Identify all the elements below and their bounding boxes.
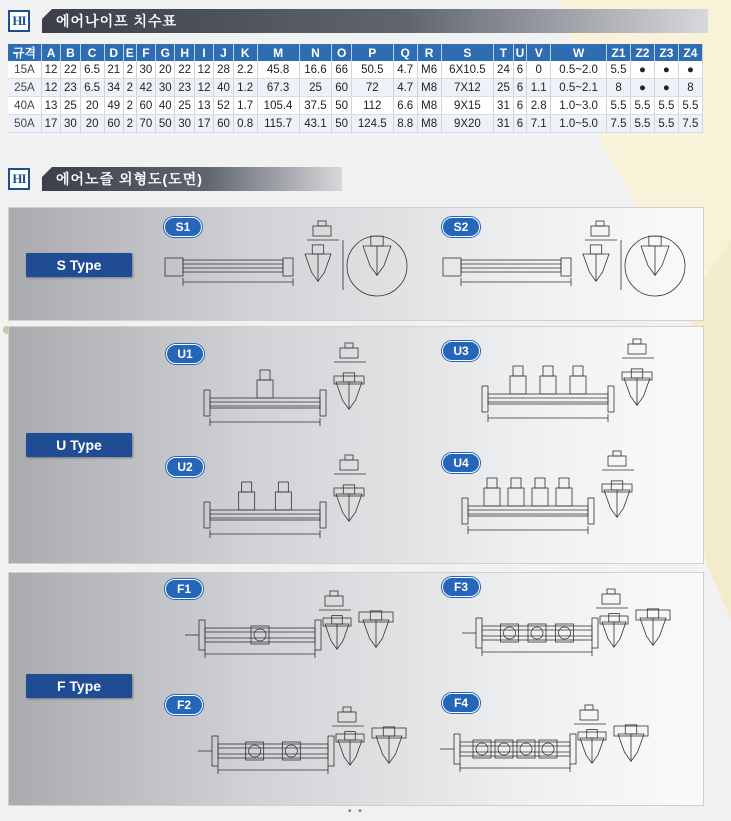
column-header: O — [332, 44, 351, 61]
table-cell: 13 — [194, 97, 213, 115]
detail-box — [330, 591, 338, 596]
end-cap — [608, 386, 614, 412]
spec-table-body — [8, 61, 703, 133]
table-cell: 6X10.5 — [441, 61, 494, 79]
table-cell: 72 — [351, 79, 393, 97]
nozzle-port — [631, 369, 642, 378]
table-cell: 40 — [214, 79, 233, 97]
table-cell: 34 — [104, 79, 123, 97]
nozzle-port — [649, 236, 661, 246]
column-header: B — [61, 44, 80, 61]
table-cell: 7.5 — [607, 115, 631, 133]
table-row — [8, 79, 703, 97]
flange-port — [476, 743, 488, 755]
section-title: 에어노즐 외형도(도면) — [56, 171, 203, 187]
nozzle-body — [210, 398, 320, 408]
table-cell: 28 — [214, 61, 233, 79]
table-cell: 6 — [513, 79, 527, 97]
table-cell: 50.5 — [351, 61, 393, 79]
section-title: 에어나이프 치수표 — [56, 13, 178, 29]
end-cap — [570, 734, 576, 764]
table-cell: 16.6 — [299, 61, 332, 79]
table-cell: 4.7 — [393, 61, 417, 79]
table-cell: 50 — [156, 115, 175, 133]
drawing-label-f4: F4 — [442, 693, 480, 713]
column-header: P — [351, 44, 393, 61]
table-cell: 6 — [513, 115, 527, 133]
detail-box — [343, 707, 351, 712]
nozzle-port — [312, 245, 323, 254]
table-cell: 112 — [351, 97, 393, 115]
detail-box — [613, 451, 621, 456]
drawing-label-u1: U1 — [166, 344, 204, 364]
table-cell: 12 — [194, 79, 213, 97]
detail-box — [585, 705, 593, 710]
drawing-label-f3: F3 — [442, 577, 480, 597]
detail-box — [608, 456, 626, 466]
column-header: C — [80, 44, 104, 61]
detail-box — [596, 221, 604, 226]
table-cell: 22 — [61, 61, 80, 79]
table-cell: 0.5~2.0 — [551, 61, 607, 79]
u-type-label: U Type — [26, 433, 132, 457]
table-cell: 2 — [123, 61, 136, 79]
flange-port — [498, 743, 510, 755]
table-cell: 8 — [678, 79, 702, 97]
table-cell: 1.0~3.0 — [551, 97, 607, 115]
column-header: E — [123, 44, 136, 61]
table-cell: 2.8 — [527, 97, 551, 115]
detail-box — [633, 339, 641, 344]
column-header: K — [233, 44, 257, 61]
inlet-port — [278, 482, 288, 492]
table-cell: 5.5 — [607, 61, 631, 79]
end-cap — [328, 736, 334, 766]
table-cell: 13 — [41, 97, 60, 115]
column-header: V — [527, 44, 551, 61]
end-cap — [476, 618, 482, 648]
detail-box — [628, 344, 646, 354]
drawing-label-s1: S1 — [164, 217, 202, 237]
drawing-u3 — [478, 336, 678, 436]
table-cell: 23 — [61, 79, 80, 97]
table-cell: 6 — [513, 97, 527, 115]
table-cell: 20 — [80, 97, 104, 115]
flange-port — [254, 629, 266, 641]
detail-box — [313, 226, 331, 236]
table-cell: 49 — [104, 97, 123, 115]
table-cell: 115.7 — [257, 115, 299, 133]
drawing-label-u3: U3 — [442, 341, 480, 361]
nozzle-port — [587, 730, 598, 738]
nozzle-body — [482, 626, 592, 640]
table-cell: 52 — [214, 97, 233, 115]
table-cell: M8 — [417, 79, 441, 97]
column-header: Z1 — [607, 44, 631, 61]
nozzle-port — [345, 732, 356, 740]
end-cap — [315, 620, 321, 650]
nozzle-port — [609, 614, 620, 622]
table-cell: 9X20 — [441, 115, 494, 133]
inlet-port — [535, 478, 545, 488]
table-cell: 67.3 — [257, 79, 299, 97]
column-header: Z4 — [678, 44, 702, 61]
table-cell: 5.5 — [607, 97, 631, 115]
end-cap — [454, 734, 460, 764]
table-cell: 4.7 — [393, 79, 417, 97]
table-cell: 60 — [214, 115, 233, 133]
drawing-f3 — [462, 588, 687, 678]
detail-box — [345, 455, 353, 460]
nozzle-port — [611, 481, 622, 490]
end-cap — [462, 498, 468, 524]
table-cell: M8 — [417, 115, 441, 133]
table-cell: 20 — [156, 61, 175, 79]
column-header: N — [299, 44, 332, 61]
nozzle-body — [218, 744, 328, 758]
table-cell: 6.5 — [80, 61, 104, 79]
nozzle-body — [460, 742, 570, 756]
drawing-s2 — [443, 220, 693, 315]
table-cell: 24 — [494, 61, 513, 79]
detail-box — [591, 226, 609, 236]
table-cell: ● — [654, 79, 678, 97]
spec-table — [8, 44, 703, 133]
drawing-s1 — [165, 220, 415, 315]
end-cap — [592, 618, 598, 648]
flange-port — [559, 627, 571, 639]
inlet — [443, 258, 461, 276]
table-cell: 5.5 — [678, 97, 702, 115]
table-cell: 9X15 — [441, 97, 494, 115]
detail-box — [340, 460, 358, 470]
table-cell: 45.8 — [257, 61, 299, 79]
spec-table-header — [8, 44, 703, 61]
nozzle-port — [590, 245, 601, 254]
drawing-label-f1: F1 — [165, 579, 203, 599]
nozzle-body — [210, 510, 320, 520]
row-size-cell: 50A — [8, 115, 41, 133]
table-cell: 1.0~5.0 — [551, 115, 607, 133]
table-cell: 25 — [299, 79, 332, 97]
inlet-port — [570, 376, 586, 394]
column-header: Z2 — [630, 44, 654, 61]
flange-port — [504, 627, 516, 639]
drawing-label-s2: S2 — [442, 217, 480, 237]
nozzle-body — [468, 506, 588, 516]
table-cell: 0.5~2.1 — [551, 79, 607, 97]
inlet-port — [508, 488, 524, 506]
nozzle-body — [488, 394, 608, 404]
table-cell: 12 — [41, 61, 60, 79]
table-cell: 1.7 — [233, 97, 257, 115]
table-cell: 2 — [123, 79, 136, 97]
flange-port — [285, 745, 297, 757]
detail-box — [607, 589, 615, 594]
table-row — [8, 97, 703, 115]
drawing-f4 — [440, 704, 685, 796]
table-cell: 66 — [332, 61, 351, 79]
table-cell: M8 — [417, 97, 441, 115]
column-header: Z3 — [654, 44, 678, 61]
table-cell: 12 — [41, 79, 60, 97]
table-cell: 6.5 — [80, 79, 104, 97]
nozzle-port — [343, 373, 354, 382]
inlet-port — [573, 366, 583, 376]
flange-port — [520, 743, 532, 755]
inlet — [165, 258, 183, 276]
detail-box — [345, 343, 353, 348]
end-cap — [212, 736, 218, 766]
table-cell: 60 — [332, 79, 351, 97]
drawing-f1 — [185, 590, 410, 680]
inlet-port — [484, 488, 500, 506]
inlet-port — [239, 492, 255, 510]
drawing-label-u4: U4 — [442, 453, 480, 473]
column-header: 규격 — [8, 44, 41, 61]
inlet-port — [513, 366, 523, 376]
nozzle-port — [332, 616, 343, 624]
flange-port — [531, 627, 543, 639]
end-cap — [588, 498, 594, 524]
drawing-label-f2: F2 — [165, 695, 203, 715]
table-cell: 1.2 — [233, 79, 257, 97]
table-cell: 2 — [123, 97, 136, 115]
end-cap — [204, 502, 210, 528]
detail-box — [338, 712, 356, 722]
flange-port — [249, 745, 261, 757]
end-cap — [320, 390, 326, 416]
inlet-port — [487, 478, 497, 488]
footer-marks: • • — [348, 806, 364, 817]
table-cell: 5.5 — [630, 115, 654, 133]
row-size-cell: 40A — [8, 97, 41, 115]
drawing-u4 — [458, 448, 678, 548]
column-header: R — [417, 44, 441, 61]
table-cell: 8.8 — [393, 115, 417, 133]
nozzle-body — [183, 260, 283, 272]
section-header-drawings — [8, 166, 708, 192]
table-cell: 7X12 — [441, 79, 494, 97]
table-cell: 25 — [61, 97, 80, 115]
detail-box — [325, 596, 343, 606]
detail-box — [602, 594, 620, 604]
table-cell: 20 — [80, 115, 104, 133]
column-header: S — [441, 44, 494, 61]
inlet-port — [510, 376, 526, 394]
row-size-cell: 25A — [8, 79, 41, 97]
table-cell: 2.2 — [233, 61, 257, 79]
column-header: H — [175, 44, 194, 61]
column-header: U — [513, 44, 527, 61]
column-header: I — [194, 44, 213, 61]
table-cell: 30 — [175, 115, 194, 133]
table-cell: 50 — [332, 97, 351, 115]
end-cap — [482, 386, 488, 412]
table-cell: 5.5 — [654, 97, 678, 115]
section-header-dimensions — [8, 8, 708, 34]
table-cell: 40 — [156, 97, 175, 115]
inlet-port — [556, 488, 572, 506]
table-cell: 17 — [41, 115, 60, 133]
table-cell: 22 — [175, 61, 194, 79]
table-cell: 0.8 — [233, 115, 257, 133]
nozzle-port — [371, 236, 383, 246]
table-cell: 5.5 — [630, 97, 654, 115]
nozzle-body — [461, 260, 561, 272]
column-header: Q — [393, 44, 417, 61]
inlet-port — [242, 482, 252, 492]
drawing-f2 — [198, 706, 410, 798]
drawing-u2 — [200, 452, 390, 552]
nozzle-port — [343, 485, 354, 494]
company-logo: HI — [8, 168, 30, 190]
inlet-port — [275, 492, 291, 510]
table-cell: 0 — [527, 61, 551, 79]
column-header: G — [156, 44, 175, 61]
table-cell: 31 — [494, 115, 513, 133]
company-logo: HI — [8, 10, 30, 32]
table-cell: 25 — [494, 79, 513, 97]
end-cap — [283, 258, 293, 276]
table-cell: 12 — [194, 61, 213, 79]
flange-port — [542, 743, 554, 755]
column-header: M — [257, 44, 299, 61]
table-cell: 124.5 — [351, 115, 393, 133]
table-cell: 7.5 — [678, 115, 702, 133]
inlet-port — [511, 478, 521, 488]
table-cell: 30 — [136, 61, 155, 79]
table-cell: 50 — [332, 115, 351, 133]
table-row — [8, 61, 703, 79]
column-header: A — [41, 44, 60, 61]
inlet-port — [257, 380, 273, 398]
table-cell: 17 — [194, 115, 213, 133]
column-header: W — [551, 44, 607, 61]
table-cell: 7.1 — [527, 115, 551, 133]
table-cell: 30 — [156, 79, 175, 97]
inlet-port — [559, 478, 569, 488]
table-cell: 21 — [104, 61, 123, 79]
drawing-label-u2: U2 — [166, 457, 204, 477]
table-cell: ● — [678, 61, 702, 79]
detail-box — [340, 348, 358, 358]
s-type-label: S Type — [26, 253, 132, 277]
table-cell: 60 — [136, 97, 155, 115]
table-cell: 1.1 — [527, 79, 551, 97]
end-cap — [199, 620, 205, 650]
table-cell: M6 — [417, 61, 441, 79]
f-type-label: F Type — [26, 674, 132, 698]
row-size-cell: 15A — [8, 61, 41, 79]
column-header: F — [136, 44, 155, 61]
table-cell: 6 — [513, 61, 527, 79]
inlet-port — [543, 366, 553, 376]
table-cell: 5.5 — [654, 115, 678, 133]
end-cap — [204, 390, 210, 416]
table-cell: 31 — [494, 97, 513, 115]
table-cell: 70 — [136, 115, 155, 133]
nozzle-body — [205, 628, 315, 642]
table-cell: 43.1 — [299, 115, 332, 133]
inlet-port — [260, 370, 270, 380]
table-cell: ● — [630, 79, 654, 97]
detail-box — [580, 710, 598, 720]
column-header: J — [214, 44, 233, 61]
table-cell: 8 — [607, 79, 631, 97]
table-cell: 25 — [175, 97, 194, 115]
table-cell: 105.4 — [257, 97, 299, 115]
table-cell: 6.6 — [393, 97, 417, 115]
table-cell: ● — [654, 61, 678, 79]
column-header: D — [104, 44, 123, 61]
end-cap — [320, 502, 326, 528]
end-cap — [561, 258, 571, 276]
table-cell: 30 — [61, 115, 80, 133]
table-cell: 42 — [136, 79, 155, 97]
table-cell: ● — [630, 61, 654, 79]
detail-box — [318, 221, 326, 226]
table-row — [8, 115, 703, 133]
inlet-port — [532, 488, 548, 506]
drawing-u1 — [200, 340, 390, 440]
column-header: T — [494, 44, 513, 61]
inlet-port — [540, 376, 556, 394]
table-cell: 23 — [175, 79, 194, 97]
table-cell: 37.5 — [299, 97, 332, 115]
table-cell: 2 — [123, 115, 136, 133]
table-cell: 60 — [104, 115, 123, 133]
